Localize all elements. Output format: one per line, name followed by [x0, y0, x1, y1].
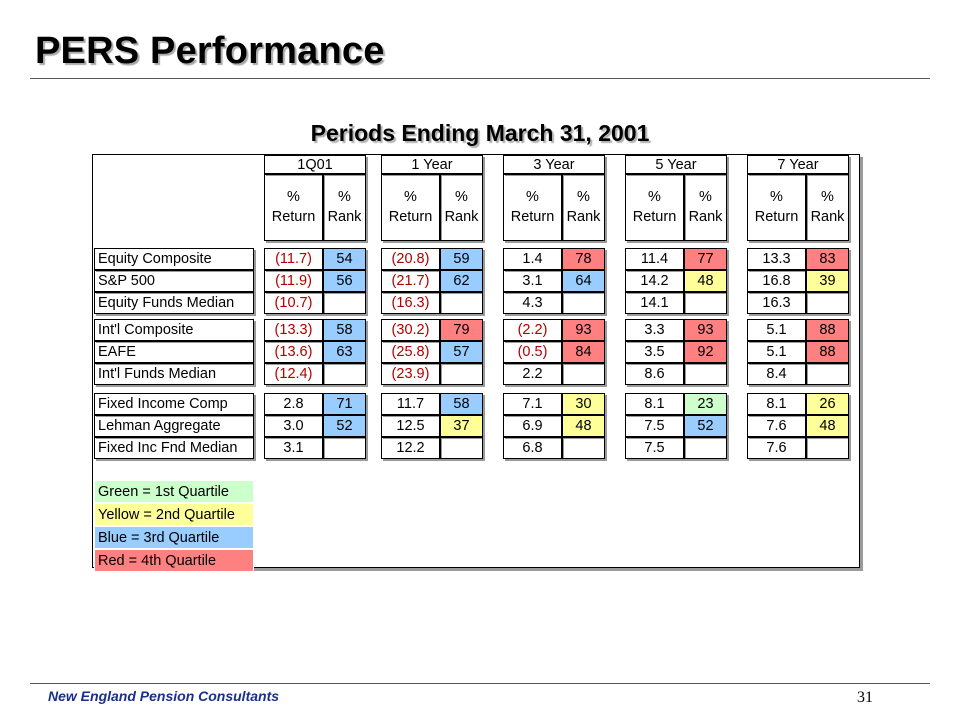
return-value: 1.4	[503, 248, 562, 270]
return-value: (16.3)	[381, 292, 440, 314]
return-header-text: % Return	[632, 189, 677, 225]
rank-value: 93	[562, 319, 605, 341]
return-column-header	[264, 174, 323, 241]
rank-value: 52	[323, 415, 366, 437]
row-label: Int'l Funds Median	[94, 363, 254, 385]
return-value: 13.3	[747, 248, 806, 270]
row-label: EAFE	[94, 341, 254, 363]
rank-value	[806, 437, 849, 459]
return-value: 5.1	[747, 341, 806, 363]
row-label: Lehman Aggregate	[94, 415, 254, 437]
rank-value	[323, 437, 366, 459]
rank-value: 59	[440, 248, 483, 270]
rank-value	[562, 292, 605, 314]
rank-value	[684, 437, 727, 459]
rank-value: 26	[806, 393, 849, 415]
title-divider	[30, 78, 930, 79]
rank-value	[323, 292, 366, 314]
row-label: S&P 500	[94, 270, 254, 292]
page-number: 31	[857, 689, 873, 706]
rank-value: 64	[562, 270, 605, 292]
rank-column-header	[562, 174, 605, 241]
rank-value: 79	[440, 319, 483, 341]
rank-value	[562, 363, 605, 385]
return-column-header	[503, 174, 562, 241]
return-value: 2.8	[264, 393, 323, 415]
rank-value	[323, 363, 366, 385]
return-value: 7.5	[625, 437, 684, 459]
table-subtitle: Periods Ending March 31, 2001	[310, 120, 650, 146]
return-value: 8.1	[625, 393, 684, 415]
return-value: (13.6)	[264, 341, 323, 363]
rank-value	[440, 292, 483, 314]
return-value: 6.8	[503, 437, 562, 459]
return-value: 14.1	[625, 292, 684, 314]
return-value: (11.9)	[264, 270, 323, 292]
rank-value: 23	[684, 393, 727, 415]
return-header-text: % Return	[271, 189, 316, 225]
return-value: (30.2)	[381, 319, 440, 341]
rank-value: 92	[684, 341, 727, 363]
return-value: (25.8)	[381, 341, 440, 363]
return-value: (11.7)	[264, 248, 323, 270]
return-value: 7.6	[747, 437, 806, 459]
return-value: 3.3	[625, 319, 684, 341]
return-value: 7.6	[747, 415, 806, 437]
row-label: Equity Composite	[94, 248, 254, 270]
rank-value: 48	[806, 415, 849, 437]
row-label: Fixed Inc Fnd Median	[94, 437, 254, 459]
rank-value: 88	[806, 319, 849, 341]
return-value: 11.7	[381, 393, 440, 415]
return-value: 8.6	[625, 363, 684, 385]
rank-value: 58	[323, 319, 366, 341]
rank-value	[684, 292, 727, 314]
return-value: (13.3)	[264, 319, 323, 341]
return-value: (0.5)	[503, 341, 562, 363]
rank-value	[440, 363, 483, 385]
rank-value: 77	[684, 248, 727, 270]
return-value: 7.1	[503, 393, 562, 415]
period-header: 7 Year	[747, 155, 849, 174]
return-header-text: % Return	[388, 189, 433, 225]
return-column-header	[381, 174, 440, 241]
return-value: 16.8	[747, 270, 806, 292]
period-header: 5 Year	[625, 155, 727, 174]
return-value: (23.9)	[381, 363, 440, 385]
rank-value: 62	[440, 270, 483, 292]
rank-header-text: % Rank	[444, 189, 479, 225]
return-value: 5.1	[747, 319, 806, 341]
return-value: 6.9	[503, 415, 562, 437]
legend-item: Red = 4th Quartile	[94, 549, 254, 572]
return-value: 3.5	[625, 341, 684, 363]
return-column-header	[747, 174, 806, 241]
rank-value: 58	[440, 393, 483, 415]
legend-item: Yellow = 2nd Quartile	[94, 503, 254, 526]
rank-header-text: % Rank	[327, 189, 362, 225]
rank-value: 37	[440, 415, 483, 437]
rank-value: 54	[323, 248, 366, 270]
return-value: 3.0	[264, 415, 323, 437]
rank-column-header	[806, 174, 849, 241]
rank-column-header	[684, 174, 727, 241]
rank-value	[806, 363, 849, 385]
period-header: 1 Year	[381, 155, 483, 174]
return-value: 3.1	[264, 437, 323, 459]
rank-value: 83	[806, 248, 849, 270]
return-value: 11.4	[625, 248, 684, 270]
rank-value: 48	[562, 415, 605, 437]
return-value: (21.7)	[381, 270, 440, 292]
return-value: 7.5	[625, 415, 684, 437]
rank-value	[562, 437, 605, 459]
return-value: 3.1	[503, 270, 562, 292]
return-value: 12.5	[381, 415, 440, 437]
rank-value: 88	[806, 341, 849, 363]
footer-divider	[30, 683, 930, 684]
rank-value: 84	[562, 341, 605, 363]
rank-value: 56	[323, 270, 366, 292]
return-header-text: % Return	[510, 189, 555, 225]
rank-value	[806, 292, 849, 314]
return-value: 12.2	[381, 437, 440, 459]
legend-item: Blue = 3rd Quartile	[94, 526, 254, 549]
row-label: Equity Funds Median	[94, 292, 254, 314]
return-value: (2.2)	[503, 319, 562, 341]
rank-value: 63	[323, 341, 366, 363]
rank-header-text: % Rank	[688, 189, 723, 225]
legend-item: Green = 1st Quartile	[94, 480, 254, 503]
rank-value	[440, 437, 483, 459]
period-header: 1Q01	[264, 155, 366, 174]
return-value: (20.8)	[381, 248, 440, 270]
rank-value: 78	[562, 248, 605, 270]
rank-value	[684, 363, 727, 385]
page-title: PERS Performance	[35, 30, 385, 72]
return-value: 8.1	[747, 393, 806, 415]
return-header-text: % Return	[754, 189, 799, 225]
rank-value: 57	[440, 341, 483, 363]
return-value: 8.4	[747, 363, 806, 385]
rank-value: 39	[806, 270, 849, 292]
return-value: (10.7)	[264, 292, 323, 314]
return-value: (12.4)	[264, 363, 323, 385]
rank-value: 30	[562, 393, 605, 415]
rank-column-header	[323, 174, 366, 241]
rank-header-text: % Rank	[810, 189, 845, 225]
return-column-header	[625, 174, 684, 241]
footer-company: New England Pension Consultants	[48, 688, 280, 704]
period-header: 3 Year	[503, 155, 605, 174]
row-label: Fixed Income Comp	[94, 393, 254, 415]
return-value: 16.3	[747, 292, 806, 314]
rank-value: 48	[684, 270, 727, 292]
rank-header-text: % Rank	[566, 189, 601, 225]
row-label: Int'l Composite	[94, 319, 254, 341]
return-value: 4.3	[503, 292, 562, 314]
return-value: 2.2	[503, 363, 562, 385]
rank-column-header	[440, 174, 483, 241]
return-value: 14.2	[625, 270, 684, 292]
rank-value: 52	[684, 415, 727, 437]
rank-value: 71	[323, 393, 366, 415]
rank-value: 93	[684, 319, 727, 341]
